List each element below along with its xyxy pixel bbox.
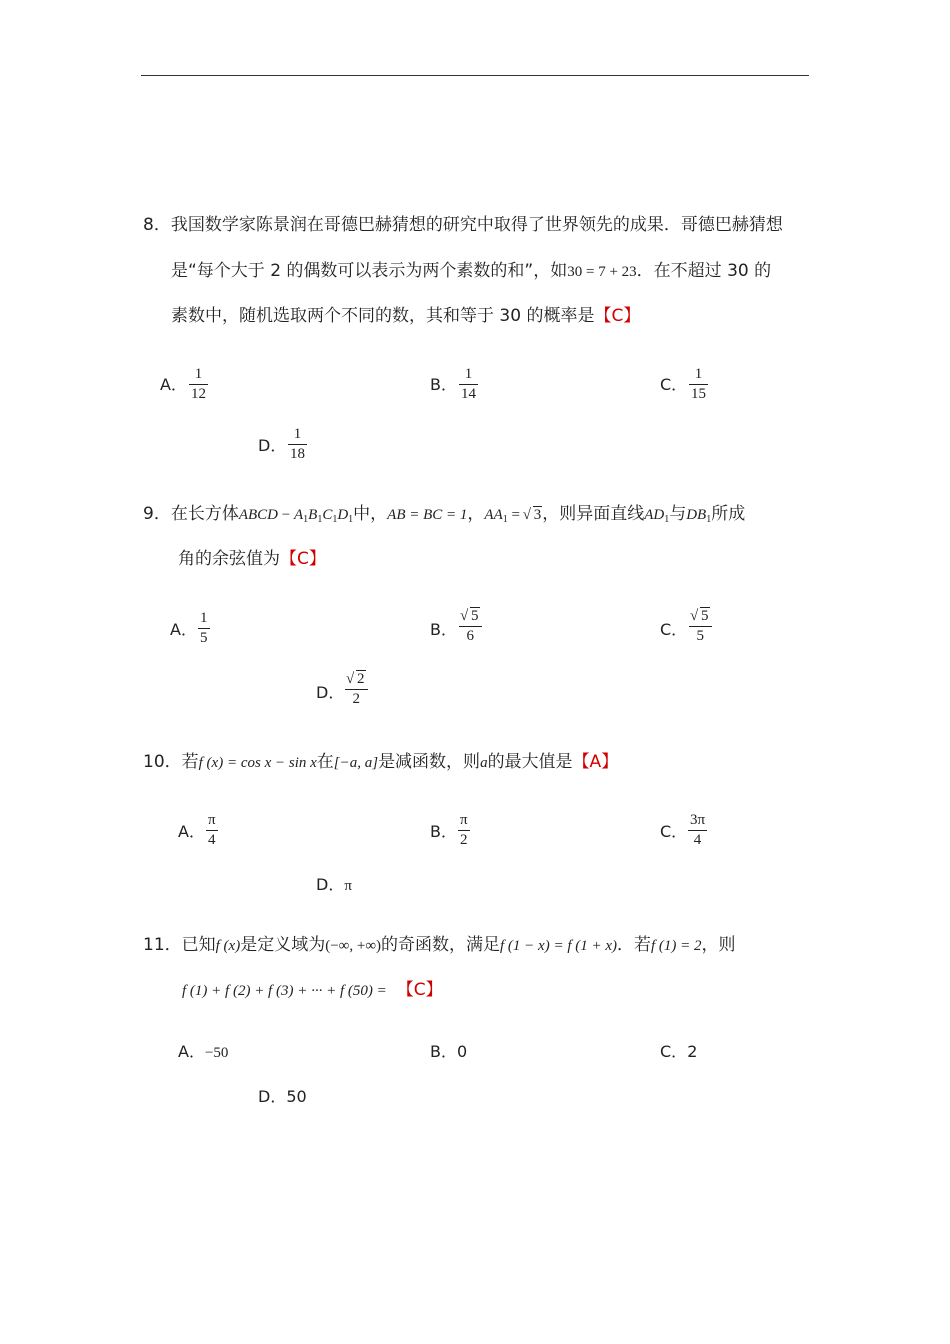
answer-marker: 【C】 [280,549,326,569]
question-number: 10 [143,752,165,772]
formula: (−∞, +∞) [325,938,382,954]
option-b-fraction: π 2 [460,812,468,848]
option-b[interactable]: B． [430,620,457,639]
option-d-fraction: √ 2 2 [345,671,368,708]
question-9-line-2 [178,548,326,570]
option-b-fraction: √ 5 6 [459,608,482,645]
answer-marker: 【A】 [572,752,619,772]
option-c[interactable]: C．2 [660,1042,698,1061]
formula: 30 = 7 + 23 [567,264,637,280]
question-11-line-2 [182,979,443,1002]
option-a-fraction: 1 5 [200,610,208,646]
option-a[interactable]: A． [160,375,187,394]
formula: a [480,755,488,771]
option-c-fraction: 1 15 [691,366,706,402]
question-text: ．在不超过 30 的 [636,261,772,281]
sqrt: √ 3 [524,504,543,526]
question-11-line-1: 11．已知f (x)是定义域为(−∞, +∞)的奇函数，满足f (1 − x) = f (1 + x)．若f (1) = 2，则 [143,935,736,955]
question-8-line-2 [171,260,771,283]
question-number: 11 [143,935,165,955]
option-b-fraction: 1 14 [461,366,476,402]
question-number: 8 [143,215,154,235]
header-rule [141,75,809,76]
option-a[interactable]: A． [178,822,205,841]
option-d[interactable]: D． [258,436,287,455]
question-8-line-1 [143,214,783,236]
formula: f (x) = cos x − sin x [198,755,317,771]
answer-marker: 【C】 [594,306,641,326]
option-d[interactable]: D．π [316,875,352,894]
option-a-fraction: π 4 [208,812,216,848]
question-10-line-1: 10．若f (x) = cos x − sin x在[−a, a]是减函数，则a的最大值是【A】 [143,752,619,772]
option-d-fraction: 1 18 [290,426,305,462]
question-8-line-3 [171,305,640,327]
option-a[interactable]: A． [170,620,197,639]
option-b[interactable]: B．0 [430,1042,468,1061]
option-c-fraction: 3π 4 [690,812,706,848]
formula: f (1) + f (2) + f (3) + ··· + f (50) = [182,983,387,999]
formula: f (x) [215,938,241,954]
formula: f (1 − x) = f (1 + x) [500,938,618,954]
option-a[interactable]: A．−50 [178,1042,229,1061]
question-text: ．我国数学家陈景润在哥德巴赫猜想的研究中取得了世界领先的成果．哥德巴赫猜想 [153,215,783,235]
option-d[interactable]: D． [316,683,345,702]
option-c[interactable]: C． [660,822,688,841]
option-c-fraction: √ 5 5 [689,608,712,645]
question-number: 9 [143,504,154,524]
question-text: 是“每个大于 2 的偶数可以表示为两个素数的和”，如 [171,261,568,281]
option-c[interactable]: C． [660,375,688,394]
question-9-line-1: 9．在长方体ABCD − $A_1B_1C_1D_1$中，AB = BC = 1，$AA_1$ = √ 3，则异面直线$AD_1$与$DB_1$所成 [143,503,745,531]
option-a-fraction: 1 12 [191,366,206,402]
option-b[interactable]: B． [430,375,457,394]
question-text: 角的余弦值为 [178,549,280,569]
formula: [−a, a] [333,755,379,771]
option-c[interactable]: C． [660,620,688,639]
question-text: 素数中，随机选取两个不同的数，其和等于 30 的概率是 [171,306,595,326]
answer-marker: 【C】 [396,980,443,1000]
option-d[interactable]: D．50 [258,1087,307,1106]
option-b[interactable]: B． [430,822,457,841]
formula: f (1) = 2 [651,938,702,954]
